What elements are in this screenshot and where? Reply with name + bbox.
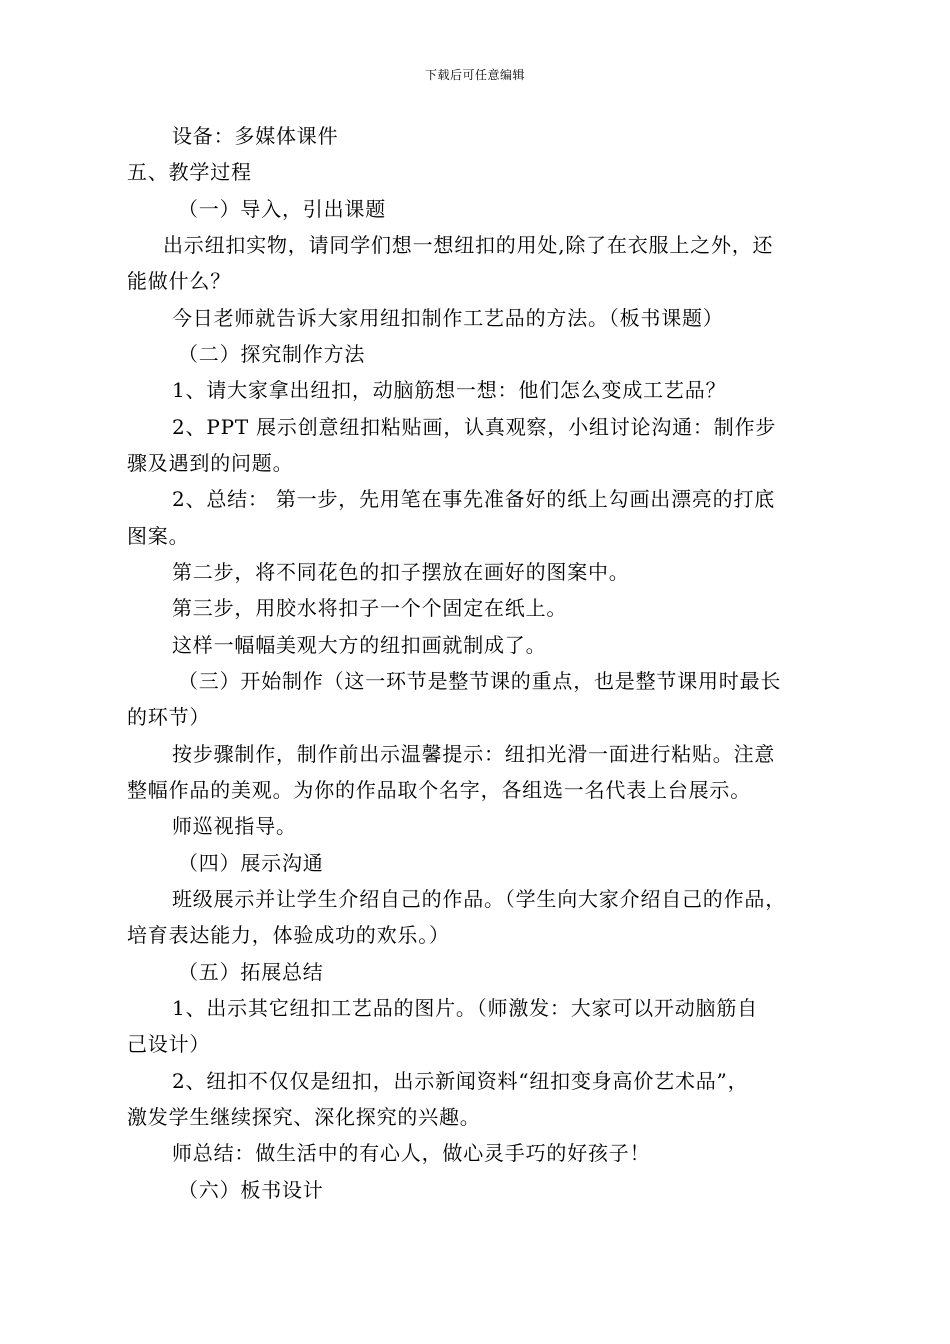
paragraph-line: 这样一幅幅美观大方的纽扣画就制成了。 (172, 633, 547, 657)
paragraph-line: 师巡视指导。 (172, 814, 297, 838)
subsection-heading: （三）开始制作（这一环节是整节课的重点，也是整节课用时最长 (178, 669, 782, 693)
subsection-heading: （一）导入，引出课题 (178, 197, 386, 221)
paragraph-line: 图案。 (127, 524, 190, 548)
subsection-heading: （五）拓展总结 (178, 960, 324, 984)
paragraph-line: 出示纽扣实物，请同学们想一想纽扣的用处,除了在衣服上之外，还 (163, 233, 774, 257)
paragraph-line: 的环节） (127, 705, 211, 729)
paragraph-line: 第二步，将不同花色的扣子摆放在画好的图案中。 (172, 560, 630, 584)
subsection-heading: （六）板书设计 (178, 1178, 324, 1202)
paragraph-line: 班级展示并让学生介绍自己的作品。（学生向大家介绍自己的作品， (172, 887, 786, 911)
section-heading: 五、教学过程 (127, 160, 252, 184)
paragraph-line: 培育表达能力，体验成功的欢乐。） (127, 923, 450, 947)
paragraph-line: 2、总结： 第一步，先用笔在事先准备好的纸上勾画出漂亮的打底 (172, 487, 776, 511)
paragraph-line: 己设计） (127, 1032, 211, 1056)
paragraph-line: 1、出示其它纽扣工艺品的图片。（师激发：大家可以开动脑筋自 (172, 996, 758, 1020)
equipment-line: 设备：多媒体课件 (172, 124, 339, 148)
paragraph-line: 第三步，用胶水将扣子一个个固定在纸上。 (172, 596, 568, 620)
subsection-heading: （四）展示沟通 (178, 851, 324, 875)
paragraph-line: 按步骤制作，制作前出示温馨提示：纽扣光滑一面进行粘贴。注意 (172, 742, 776, 766)
paragraph-line: 2、纽扣不仅仅是纽扣，出示新闻资料“纽扣变身高价艺术品”， (172, 1069, 749, 1093)
paragraph-line: 能做什么？ (127, 269, 231, 293)
paragraph-line: 1、请大家拿出纽扣，动脑筋想一想：他们怎么变成工艺品？ (172, 378, 727, 402)
paragraph-line: 激发学生继续探究、深化探究的兴趣。 (127, 1105, 481, 1129)
paragraph-line: 骤及遇到的问题。 (127, 451, 294, 475)
paragraph-line: 2、PPT 展示创意纽扣粘贴画，认真观察，小组讨论沟通：制作步 (172, 415, 777, 439)
subsection-heading: （二）探究制作方法 (178, 342, 366, 366)
paragraph-line: 整幅作品的美观。为你的作品取个名字，各组选一名代表上台展示。 (127, 778, 751, 802)
paragraph-line: 今日老师就告诉大家用纽扣制作工艺品的方法。（板书课题） (172, 306, 724, 330)
page-header: 下载后可任意编辑 (424, 68, 525, 82)
paragraph-line: 师总结：做生活中的有心人，做心灵手巧的好孩子！ (172, 1141, 651, 1165)
